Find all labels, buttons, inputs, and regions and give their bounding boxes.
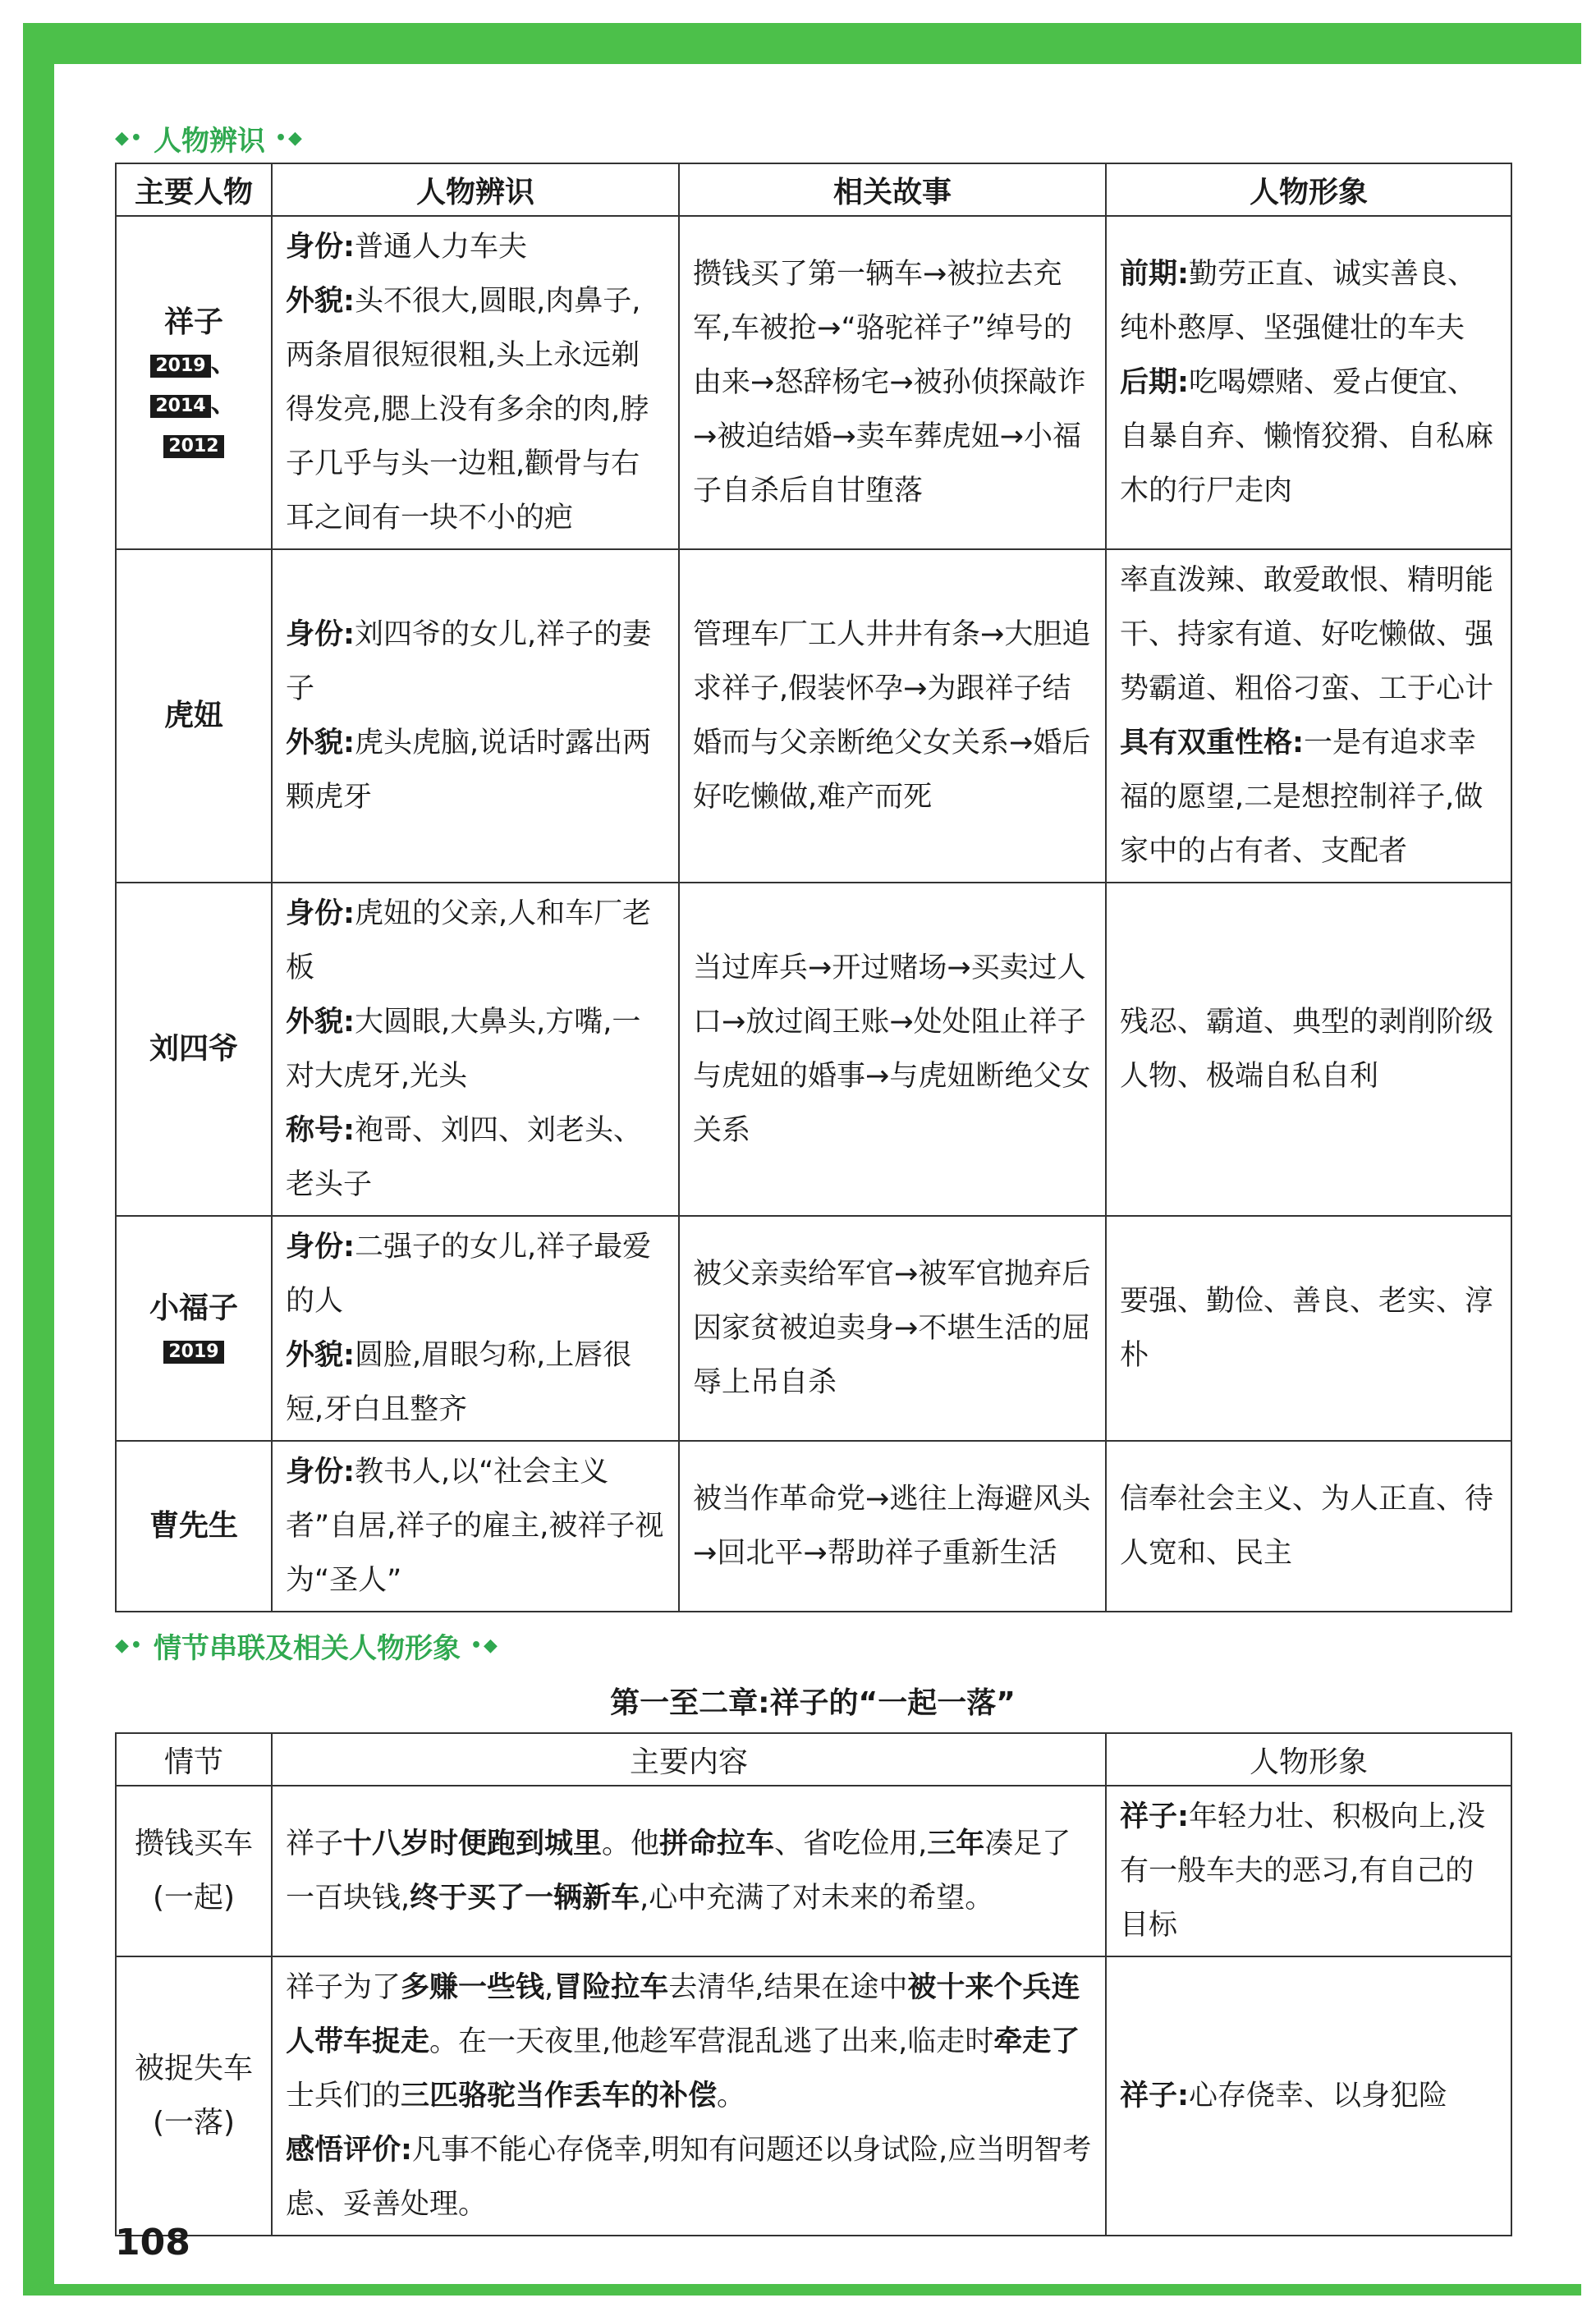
- early-text: 勤劳正直、诚实善良、纯朴憨厚、坚强健壮的车夫: [1120, 258, 1477, 345]
- year-badge: 2019: [150, 355, 210, 378]
- image-cell: [1106, 1786, 1511, 1956]
- character-name: 刘四爷: [149, 1032, 238, 1066]
- content-text: 去清华,结果在途中: [668, 1971, 908, 2004]
- character-name-cell: [116, 883, 272, 1216]
- plot-name: 攒钱买车: [134, 1827, 253, 1860]
- table-row: [116, 883, 1511, 1216]
- header-cell: 主要人物: [116, 163, 272, 216]
- identity-text: 二强子的女儿,祥子最爱的人: [286, 1231, 652, 1318]
- content-text: 士兵们的: [286, 2080, 401, 2112]
- content-text: ,心中充满了对未来的希望。: [640, 1882, 994, 1915]
- identity-text: 刘四爷的女儿,祥子的妻子: [286, 618, 652, 705]
- plot-name: 被捉失车: [134, 2052, 253, 2085]
- image-cell: [1106, 549, 1511, 883]
- separator: 、: [210, 386, 237, 418]
- header-cell: 相关故事: [679, 163, 1106, 216]
- table-row: [116, 1956, 1511, 2236]
- title-text: 袍哥、刘四、刘老头、老头子: [286, 1114, 643, 1201]
- identification-cell: [272, 883, 679, 1216]
- appearance-text: 虎头虎脑,说话时露出两颗虎牙: [286, 727, 652, 814]
- content-text: 。: [717, 2080, 746, 2112]
- separator: 、: [210, 346, 237, 378]
- character-name: 祥子: [163, 305, 223, 339]
- table-row: [116, 1441, 1511, 1612]
- identification-cell: [272, 1216, 679, 1441]
- plot-sub: (一起): [152, 1881, 236, 1915]
- table-row: [116, 216, 1511, 549]
- content-emphasis: 拼命拉车: [659, 1828, 775, 1860]
- character-name-cell: [116, 1216, 272, 1441]
- image-text: 年轻力壮、积极向上,没有一般车夫的恶习,有自己的目标: [1120, 1800, 1486, 1942]
- section-heading-characters: [115, 113, 1511, 163]
- content-cell: [272, 1786, 1106, 1956]
- header-cell: 人物辨识: [272, 163, 679, 216]
- image-label: 祥子:: [1120, 1800, 1189, 1833]
- story-cell: 管理车厂工人井井有条→大胆追求祥子,假装怀孕→为跟祥子结婚而与父亲断绝父女关系→婚后好吃懒做,难产而死: [679, 549, 1106, 883]
- page-frame-left: [23, 23, 54, 2289]
- header-cell: 人物形象: [1106, 1733, 1511, 1786]
- content-emphasis: 三匹骆驼当作丢车的补偿: [401, 2080, 718, 2112]
- plot-cell: [116, 1956, 272, 2236]
- identity-label: 身份:: [286, 231, 355, 264]
- identification-cell: [272, 216, 679, 549]
- story-cell: 当过库兵→开过赌场→买卖过人口→放过阎王账→处处阻止祥子与虎妞的婚事→与虎妞断绝父女关系: [679, 883, 1106, 1216]
- review-text: 凡事不能心存侥幸,明知有问题还以身试险,应当明智考虑、妥善处理。: [286, 2134, 1092, 2221]
- content-text: ,: [544, 1971, 554, 2004]
- plot-cell: [116, 1786, 272, 1956]
- content-text: 祥子: [286, 1828, 344, 1860]
- review-label: 感悟评价:: [286, 2134, 412, 2167]
- image-cell: [1106, 216, 1511, 549]
- page-frame-top: [23, 23, 1581, 64]
- content-cell: [272, 1956, 1106, 2236]
- character-table: [115, 163, 1512, 1612]
- table-header-row: [116, 1733, 1511, 1786]
- dual-character-text: 一是有追求幸福的愿望,二是想控制祥子,做家中的占有者、支配者: [1120, 727, 1484, 868]
- table-row: [116, 1786, 1511, 1956]
- page-frame-bottom: [23, 2284, 1581, 2296]
- content-text: 祥子为了: [286, 1971, 401, 2004]
- title-label: 称号:: [286, 1114, 355, 1147]
- content-text: 。他: [602, 1828, 660, 1860]
- identity-text: 教书人,以“社会主义者”自居,祥子的雇主,被祥子视为“圣人”: [286, 1456, 664, 1597]
- story-cell: 被父亲卖给军官→被军官抛弃后因家贫被迫卖身→不堪生活的屈辱上吊自杀: [679, 1216, 1106, 1441]
- diamond-dots-icon: •◆: [274, 127, 304, 149]
- identity-label: 身份:: [286, 1231, 355, 1264]
- content-emphasis: 三年: [927, 1828, 985, 1860]
- early-label: 前期:: [1120, 258, 1189, 291]
- character-name-cell: [116, 549, 272, 883]
- diamond-dots-icon: ◆•: [115, 127, 144, 149]
- character-name: 曹先生: [149, 1509, 238, 1543]
- identity-label: 身份:: [286, 1456, 355, 1488]
- year-badge: 2012: [163, 435, 223, 458]
- header-cell: 人物形象: [1106, 163, 1511, 216]
- table-row: [116, 549, 1511, 883]
- character-name: 小福子: [149, 1291, 238, 1325]
- dual-character-label: 具有双重性格:: [1120, 727, 1304, 759]
- diamond-dots-icon: •◆: [470, 1635, 499, 1656]
- story-cell: 攒钱买了第一辆车→被拉去充军,车被抢→“骆驼祥子”绰号的由来→怒辞杨宅→被孙侦探敲诈→被迫结婚→卖车葬虎妞→小福子自杀后自甘堕落: [679, 216, 1106, 549]
- image-label: 祥子:: [1120, 2080, 1189, 2112]
- plot-sub: (一落): [152, 2106, 236, 2140]
- image-text: 率直泼辣、敢爱敢恨、精明能干、持家有道、好吃懒做、强势霸道、粗俗刁蛮、工于心计: [1120, 564, 1494, 705]
- appearance-text: 大圆眼,大鼻头,方嘴,一对大虎牙,光头: [286, 1006, 641, 1093]
- content-emphasis: 多赚一些钱: [401, 1971, 545, 2004]
- late-label: 后期:: [1120, 366, 1189, 399]
- appearance-text: 圆脸,眉眼匀称,上唇很短,牙白且整齐: [286, 1339, 632, 1426]
- image-cell: 信奉社会主义、为人正直、待人宽和、民主: [1106, 1441, 1511, 1612]
- table-header-row: [116, 163, 1511, 216]
- year-badge: 2019: [163, 1341, 223, 1364]
- identity-label: 身份:: [286, 618, 355, 651]
- year-badge: 2014: [150, 395, 210, 418]
- late-text: 吃喝嫖赌、爱占便宜、自暴自弃、懒惰狡猾、自私麻木的行尸走肉: [1120, 366, 1494, 507]
- character-name-cell: [116, 216, 272, 549]
- story-cell: 被当作革命党→逃往上海避风头→回北平→帮助祥子重新生活: [679, 1441, 1106, 1612]
- appearance-label: 外貌:: [286, 1006, 355, 1039]
- appearance-label: 外貌:: [286, 1339, 355, 1372]
- content-emphasis: 终于买了一辆新车: [410, 1882, 640, 1915]
- section-title: 人物辨识: [153, 124, 265, 158]
- appearance-label: 外貌:: [286, 285, 355, 318]
- image-cell: 要强、勤俭、善良、老实、淳朴: [1106, 1216, 1511, 1441]
- appearance-label: 外貌:: [286, 727, 355, 759]
- diamond-dots-icon: ◆•: [115, 1635, 144, 1656]
- page-content: [115, 113, 1511, 2236]
- appearance-text: 头不很大,圆眼,肉鼻子,两条眉很短很粗,头上永远剃得发亮,腮上没有多余的肉,脖子几乎与头一边粗,颧骨与右耳之间有一块不小的疤: [286, 285, 649, 534]
- character-name-cell: [116, 1441, 272, 1612]
- header-cell: 主要内容: [272, 1733, 1106, 1786]
- image-text: 心存侥幸、以身犯险: [1189, 2080, 1448, 2112]
- content-emphasis: 冒险拉车: [553, 1971, 669, 2004]
- table-row: [116, 1216, 1511, 1441]
- identification-cell: [272, 1441, 679, 1612]
- section-heading-plot: [115, 1621, 1511, 1670]
- image-cell: [1106, 1956, 1511, 2236]
- header-cell: 情节: [116, 1733, 272, 1786]
- content-text: 凑足了一百块钱,: [286, 1828, 1071, 1915]
- image-cell: 残忍、霸道、典型的剥削阶级人物、极端自私自利: [1106, 883, 1511, 1216]
- character-name: 虎妞: [163, 699, 223, 732]
- content-text: 、省吃俭用,: [774, 1828, 928, 1860]
- identity-label: 身份:: [286, 897, 355, 930]
- page-number: 108: [115, 2222, 190, 2263]
- chapter-subtitle: 第一至二章:祥子的“一起一落”: [610, 1686, 1016, 1720]
- identity-text: 虎妞的父亲,人和车厂老板: [286, 897, 652, 984]
- section-title: 情节串联及相关人物形象: [153, 1631, 461, 1665]
- identity-text: 普通人力车夫: [355, 231, 528, 264]
- plot-table: [115, 1732, 1512, 2236]
- content-text: 。在一天夜里,他趁军营混乱逃了出来,临走时: [429, 2025, 994, 2058]
- content-emphasis: 十八岁时便跑到城里: [343, 1828, 603, 1860]
- content-emphasis: 牵走了: [993, 2025, 1080, 2058]
- identification-cell: [272, 549, 679, 883]
- content-emphasis: 被十来个兵连人带车捉走: [286, 1971, 1080, 2058]
